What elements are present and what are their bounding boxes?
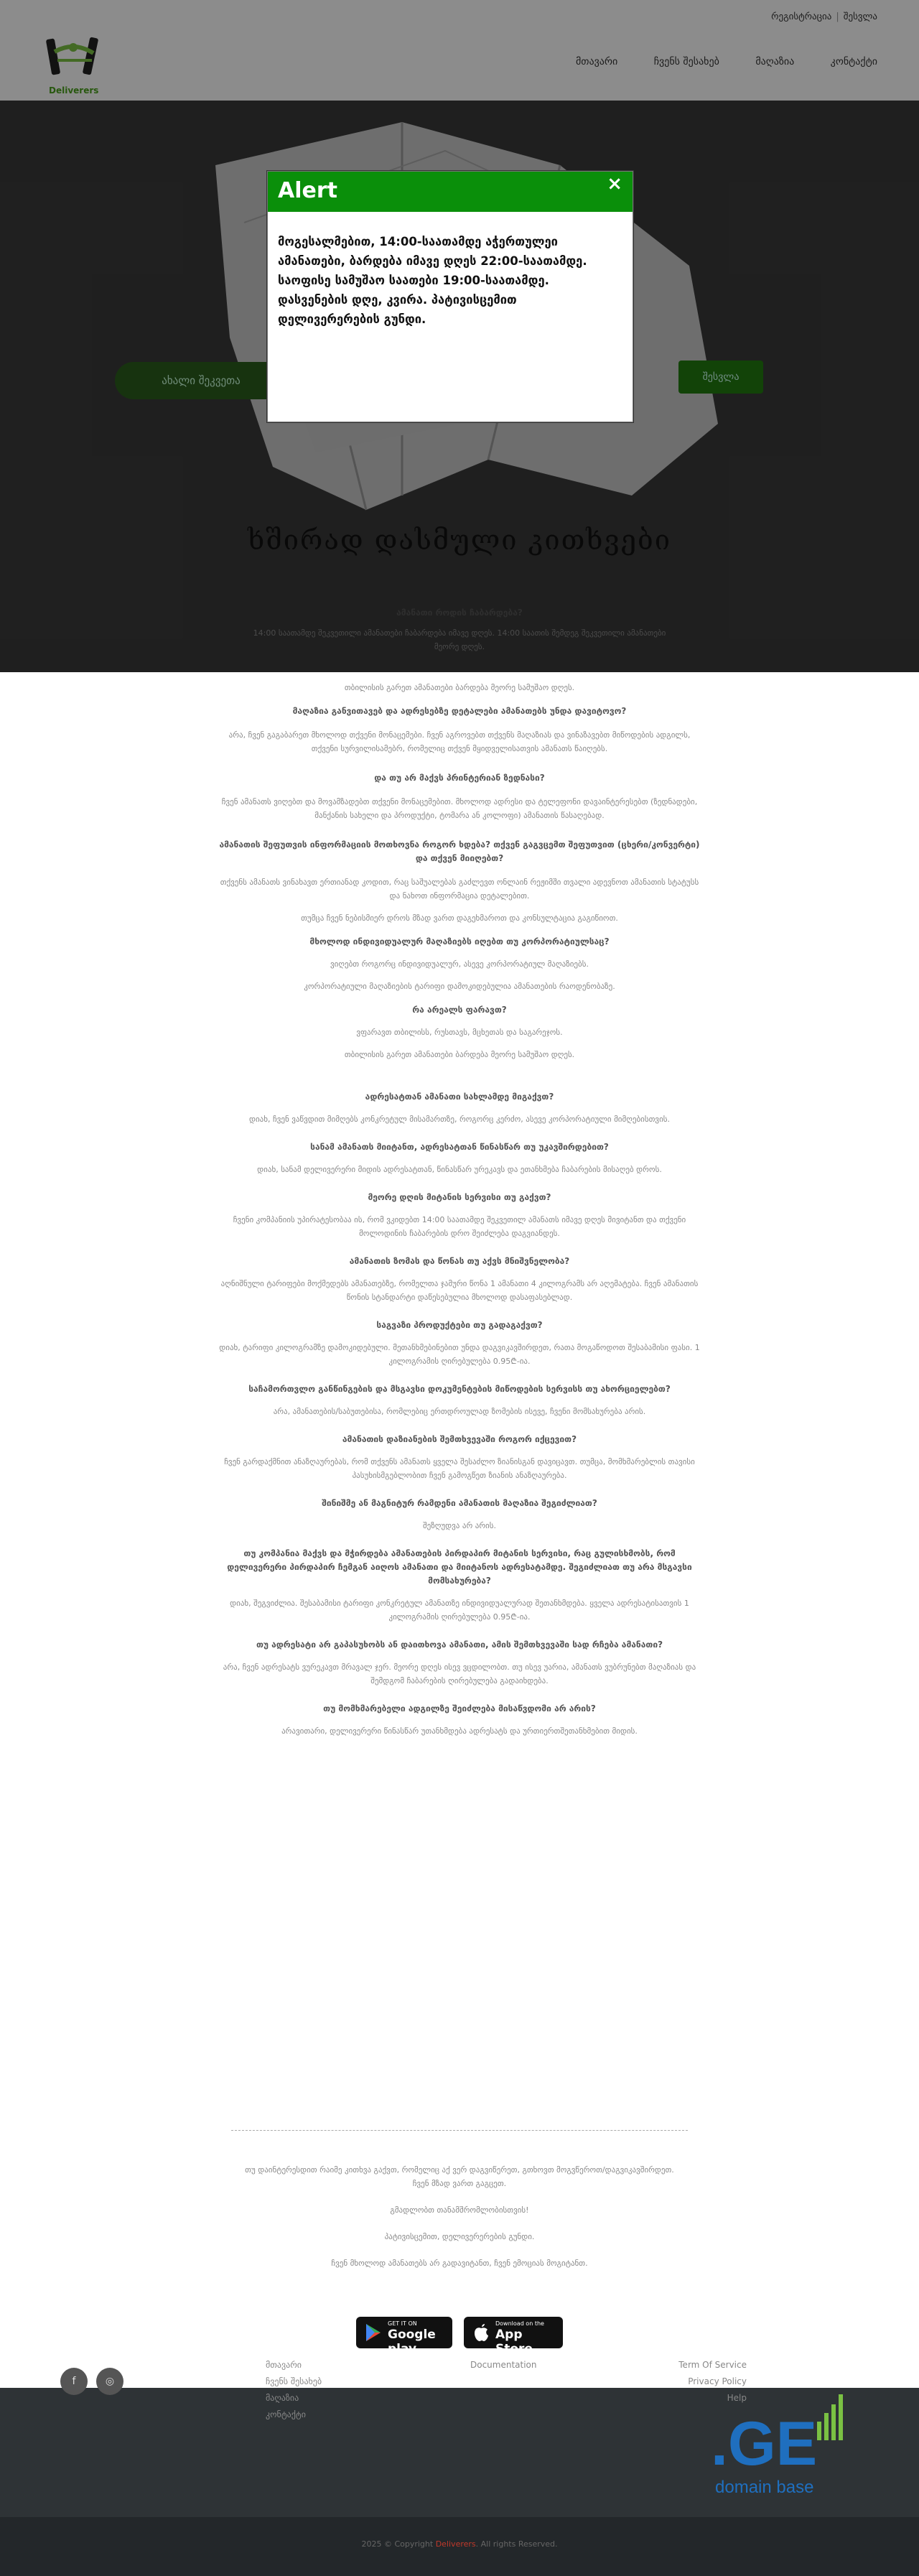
faq-question: თუ კომპანია მაქვს და მჭირდება ამანათების პირდაპირ მიტანის სერვისი, რაც გულისხმობს, რომ დელივერერი პირდაპირ ჩემგან აიღოს ამანათი და მიიტანოს ადრესატამდე. შეგიძლიათ თუ არა მსგავსი მომსახურება? — [227, 1548, 692, 1586]
faq-answer: არა, ამანათების/საბუთებისა, რომლებიც ერთდროულად ზომების ისევე, ჩვენი მომსახურება არის. — [273, 1407, 646, 1416]
closing-text: პატივისცემით, დელივერერების გუნდი. — [384, 2232, 535, 2241]
google-play-label: Google play — [388, 2328, 436, 2356]
faq-question: მეორე დღის მიტანის სერვისი თუ გაქვთ? — [368, 1192, 551, 1202]
faq-answer: თბილისის გარეთ ამანათები ბარდება მეორე სამუშაო დღეს. — [344, 683, 575, 692]
faq-question: ამანათის ზომას და წონას თუ აქვს მნიშვნელობა? — [349, 1256, 570, 1266]
help-link[interactable]: Help — [727, 2393, 747, 2403]
faq-answer: ჩვენ ამანათს ვიღებთ და მოვამზადებთ თქვენი მონაცემებით. მხოლოდ ადრესი და ტელეფონი დავაინტერესებთ (ზედნადები, მანქანის სახელი და პროდუქტი, ტომარა ან კოლოფი) ამანათის წასაღებად. — [221, 797, 698, 820]
faq-answer: აღნიშნული ტარიფები მოქმედებს ამანათებზე, რომელთა ჯამური წონა 1 ამანათი 4 კილოგრამს არ აღემატება. ჩვენ ამანათის წონის სტანდარტი დაწესებულია მხოლოდ დასაფასებლად. — [220, 1279, 699, 1302]
app-store-small: Download on the — [495, 2320, 544, 2327]
instagram-icon[interactable]: ◎ — [96, 2368, 123, 2395]
closing-notes — [215, 2163, 704, 2270]
faq-answer: დიახ, სანამ დელივერერი მიდის ადრესატთან, წინასწარ ურეკავს და ეთანხმება ჩაბარების მისაღებ დროს. — [257, 1165, 662, 1174]
ge-logo-subtitle: domain base — [715, 2478, 814, 2497]
terms-link[interactable]: Term Of Service — [678, 2360, 747, 2370]
alert-message: მოგესალმებით, 14:00-საათამდე აჭერთულეი ამანათები, ბარდება იმავე დღეს 22:00-საათამდე. საოფისე სამუშაო საათები 19:00-საათამდე. დასვენების დღე, კვირა. პატივისცემით დელივერერების გუნდი. — [278, 235, 587, 326]
faq-answer: თუმცა ჩვენ ნებისმიერ დროს მზად ვართ დაგეხმაროთ და კონსულტაცია გაგიწიოთ. — [301, 913, 618, 923]
alert-header — [268, 172, 633, 212]
privacy-link[interactable]: Privacy Policy — [688, 2376, 747, 2386]
faq-question: ამანათის დაზიანების შემთხვევაში როგორ იქცევით? — [342, 1434, 577, 1444]
register-link[interactable]: რეგისტრაცია — [771, 11, 832, 22]
footer-link[interactable]: მთავარი — [266, 2360, 302, 2370]
nav-item-contact[interactable]: კონტაქტი — [830, 56, 877, 68]
google-play-small: GET IT ON — [388, 2320, 417, 2327]
copyright — [0, 2539, 919, 2549]
documentation-link[interactable]: Documentation — [470, 2360, 537, 2370]
faq-question: თუ ადრესატი არ გაპასუხობს ან დაითხოვა ამანათი, ამის შემთხვევაში სად რჩება ამანათი? — [256, 1640, 663, 1650]
closing-text: გმადლობთ თანამშრომლობისთვის! — [390, 2205, 529, 2215]
faq-answer: დიახ, ტარიფი კილოგრამზე დამოკიდებული. მეთანხმებინებით უნდა დაგვიკავშირდეთ, რათა მოგაწოდოთ შესაბამისი ფასი. 1 კილოგრამის ღირებულება 0.95₾-ია. — [219, 1343, 700, 1366]
faq-question: რა არეალს ფარავთ? — [412, 1005, 507, 1015]
copyright-prefix: 2025 © Copyright — [361, 2539, 434, 2549]
faq-answer: არა, ჩვენ ადრესატს ვურეკავთ მრავალ ჯერ. მეორე დღეს ისევ ვცდილობთ. თუ ისევ უარია, ამანათს ვუბრუნებთ მაღაზიას და შემდგომ ჩაბარების ღირებულება გადაიხდება. — [223, 1663, 696, 1685]
faq-answer: თქვენს ამანათს ვინახავთ ერთიანად კოდით, რაც საშუალებას გაძლევთ ონლაინ რეჟიმში თვალი ადევნოთ ამანათის სტატუსს და ნახოთ ინფორმაცია დეტალებით. — [220, 878, 699, 901]
footer-links-main — [266, 2357, 322, 2423]
faq-answer: კორპორატიული მაღაზიების ტარიფი დამოკიდებულია ამანათების რაოდენობაზე. — [304, 982, 615, 991]
faq-list — [215, 681, 704, 1738]
close-icon[interactable]: × — [607, 173, 622, 195]
footer-link[interactable]: კონტაქტი — [266, 2409, 306, 2419]
nav-item-about[interactable]: ჩვენს შესახებ — [653, 56, 719, 68]
google-play-button[interactable] — [356, 2317, 452, 2356]
hero-login-button[interactable]: შესვლა — [678, 361, 763, 394]
faq-question: საჩამორთვლო განწინგების და მსგავსი დოკუმენტების მიწოდების სერვისს თუ ახორციელებთ? — [248, 1384, 671, 1394]
login-link[interactable]: შესვლა — [843, 11, 877, 22]
copyright-suffix: . All rights Reserved. — [475, 2539, 558, 2549]
faq-answer: ჩვენი კომპანიის უპირატესობაა ის, რომ ვკიდებთ 14:00 საათამდე შეკვეთილ ამანათს იმავე დღეს მივიტანთ და თქვენი მოლოდინის ჩაბარების დრო შეიძლება დაგვიანდეს. — [233, 1215, 686, 1238]
faq-answer: ჩვენ გარდაქმნით ანაზღაურებას, რომ თქვენს ამანათს ყველა შესაძლო ზიანისგან დავიცავთ. თუმცა, მომხმარებლის თავისი პასუხისმგებლობით ჩვენ გამოგწეთ ზიანის ანაზღაურება. — [224, 1457, 695, 1480]
faq-question: და თუ არ მაქვს პრინტერიან ზედნასი? — [374, 773, 545, 783]
faq-question: ამანათის შეფუთვის ინფორმაციის მოთხოვნა როგორ ხდება? თქვენ გაგვცემთ შეფუთვით (ცხერი/კონვერტი) და თქვენ მიიღებთ? — [219, 840, 700, 863]
google-play-icon — [363, 2322, 383, 2343]
app-store-button[interactable] — [464, 2317, 563, 2356]
faq-answer: ვიღებთ როგორც ინდივიდუალურ, ასევე კორპორატიულ მაღაზიებს. — [330, 959, 589, 969]
apple-icon — [471, 2322, 491, 2343]
faq-answer: 14:00 საათამდე შეკვეთილი ამანათები ჩაბარდება იმავე დღეს. 14:00 საათის შემდეგ შეკვეთილი ამანათები მეორე დღეს. — [253, 628, 666, 651]
page-title: ხშირად დასმული კითხვები — [247, 524, 672, 556]
footer-link[interactable]: მაღაზია — [266, 2393, 299, 2403]
divider — [231, 2130, 688, 2131]
faq-question: თუ მომხმარებელი ადგილზე შეიძლება მისაწვდომი არ არის? — [323, 1703, 596, 1714]
logo-text: Deliverers — [49, 85, 99, 96]
faq-question: ადრესატთან ამანათი სახლამდე მიგაქვთ? — [365, 1092, 554, 1102]
faq-answer: არავითარი, დელივერერი წინასწარ უთანხმდება ადრესატს და ურთიერთშეთანხმებით მიდის. — [281, 1726, 638, 1736]
faq-question: შინიშმე ან მაგნიტურ რამდენი ამანათის მაღაზია შეგიძლიათ? — [322, 1498, 597, 1508]
closing-text: ჩვენ მხოლოდ ამანათებს არ გადავიტანთ, ჩვენ ემოციას მოგიტანთ. — [331, 2259, 588, 2268]
faq-answer: ვფარავთ თბილისს, რუსთავს, მცხეთას და საგარეჯოს. — [356, 1028, 563, 1037]
faq-answer: დიახ, შეგვიძლია. შესაბამისი ტარიფი კონკრეტულ ამანათზე ინდივიდუალურად შეთანხმდება. ყველა ადრესატისათვის 1 კილოგრამის ღირებულება 0.95₾-ია. — [230, 1599, 689, 1622]
footer-link[interactable]: ჩვენს შესახებ — [266, 2376, 322, 2386]
faq-answer: შეზღუდვა არ არის. — [422, 1521, 496, 1530]
faq-answer: თბილისის გარეთ ამანათები ბარდება მეორე სამუშაო დღეს. — [344, 1050, 575, 1059]
copyright-brand[interactable]: Deliverers — [435, 2539, 476, 2549]
faq-answer: არა, ჩვენ გაგაბარეთ მხოლოდ თქვენი მონაცემები. ჩვენ აგროვებთ თქვენს მაღაზიას და ვინაზავებთ მიწოდების ადგილს, თქვენი სურვილისამებრ, რომელიც თქვენ მყიდველისათვის ამანათს წაიღებს. — [228, 730, 691, 753]
footer-links-docs — [470, 2357, 537, 2373]
alert-modal — [267, 171, 633, 422]
nav-item-home[interactable]: მთავარი — [575, 56, 618, 68]
faq-question: მხოლოდ ინდივიდუალურ მაღაზიებს იღებთ თუ კორპორატიულსაც? — [309, 936, 610, 947]
new-order-button[interactable]: ახალი შეკვეთა — [115, 362, 287, 399]
app-store-label: App Store — [495, 2328, 533, 2356]
faq-question: საგვაზი პროდუქტები თუ გადაგაქვთ? — [376, 1320, 543, 1330]
alert-title: Alert — [278, 178, 337, 203]
closing-text: თუ დაინტერესდით რაიმე კითხვა გაქვთ, რომელიც აქ ვერ დაგვიწერეთ, გთხოვთ მოგვწეროთ/დაგვიკავშირდეთ. ჩვენ მზად ვართ გაგცეთ. — [245, 2165, 674, 2188]
ge-domain-badge[interactable] — [711, 2379, 876, 2497]
faq-question: ამანათი როდის ჩაბარდება? — [396, 608, 523, 618]
ge-logo-text: .GE — [711, 2409, 818, 2478]
faq-question: მაღაზია განვითავებ და ადრესებზე დეტალები ამანათებს უნდა დავიტოვო? — [292, 706, 627, 716]
facebook-icon[interactable]: f — [60, 2368, 88, 2395]
faq-answer: დიახ, ჩვენ ვაწვდით მიმღებს კონკრეტულ მისამართზე, როგორც კერძო, ასევე კორპორატიული მიმღებისთვის. — [248, 1115, 671, 1124]
separator: | — [836, 11, 839, 22]
nav-item-shop[interactable]: მაღაზია — [755, 56, 795, 68]
faq-question: სანამ ამანათს მიიტანთ, ადრესატთან წინასწარ თუ უკავშირდებით? — [310, 1142, 609, 1152]
